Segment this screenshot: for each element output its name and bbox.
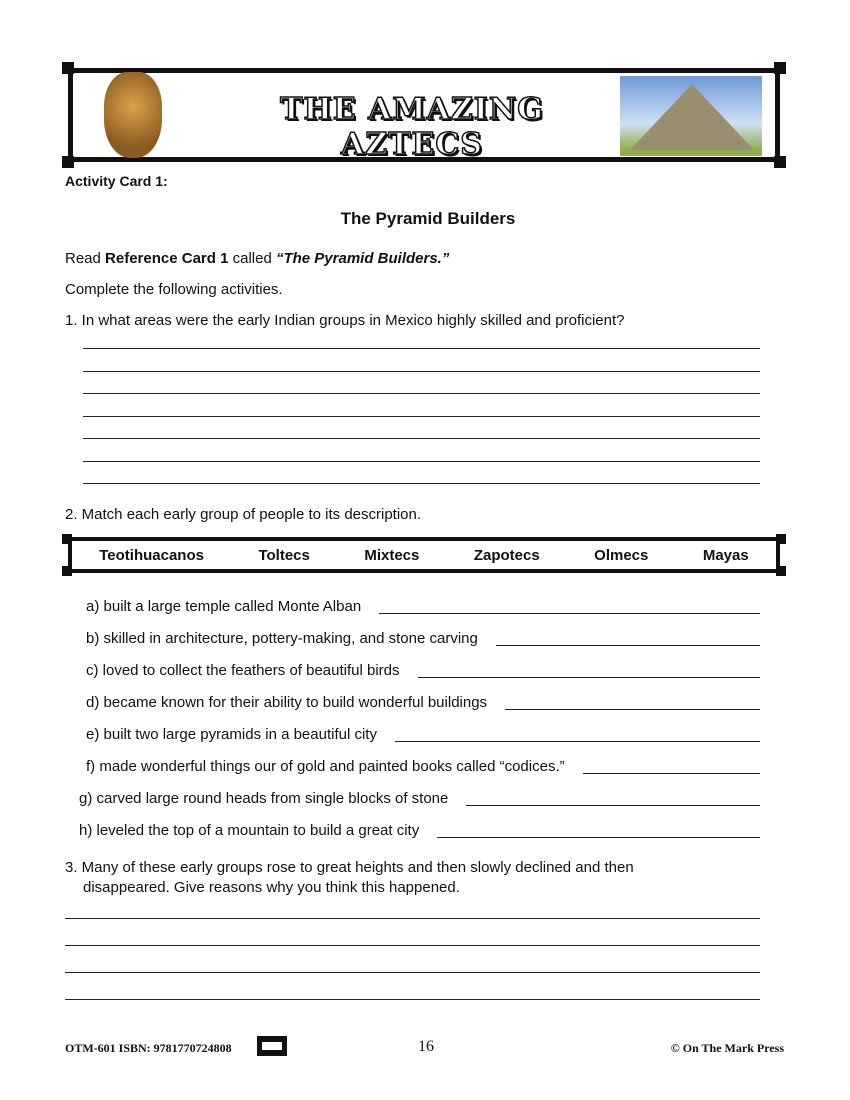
question-2: 2. Match each early group of people to its description. (65, 506, 422, 523)
question-3-line1: 3. Many of these early groups rose to great heights and then slowly declined and then (65, 859, 634, 876)
answer-line[interactable] (83, 483, 760, 484)
match-description: e) built two large pyramids in a beautiful city (86, 726, 377, 743)
match-answer-line[interactable] (418, 677, 760, 678)
answer-line[interactable] (65, 918, 760, 919)
match-answer-line[interactable] (437, 837, 760, 838)
page-number: 16 (418, 1038, 434, 1055)
title-banner (62, 62, 786, 168)
match-answer-line[interactable] (395, 741, 760, 742)
match-description: b) skilled in architecture, pottery-making, and stone carving (86, 630, 478, 647)
aztec-mask-image (104, 72, 162, 158)
match-answer-line[interactable] (466, 805, 760, 806)
page-heading: The Pyramid Builders (340, 209, 516, 228)
match-description: d) became known for their ability to build wonderful buildings (86, 694, 488, 711)
match-answer-line[interactable] (496, 645, 760, 646)
answer-line[interactable] (65, 945, 760, 946)
word-bank (62, 534, 786, 576)
match-answer-line[interactable] (583, 773, 760, 774)
answer-line[interactable] (83, 393, 760, 394)
footer-copyright: © On The Mark Press (670, 1041, 784, 1055)
activity-label: Activity Card 1: (65, 173, 168, 189)
question-1: 1. In what areas were the early Indian groups in Mexico highly skilled and proficient? (65, 312, 625, 329)
answer-line[interactable] (83, 371, 760, 372)
intro-text: Read Reference Card 1 called “The Pyramid Builders.” (65, 250, 450, 267)
word-bank-item: Mixtecs (364, 546, 420, 564)
footer-code: OTM-601 ISBN: 9781770724808 (65, 1041, 232, 1055)
book-icon (257, 1036, 287, 1056)
match-answer-line[interactable] (379, 613, 760, 614)
answer-line[interactable] (83, 416, 760, 417)
answer-line[interactable] (83, 348, 760, 349)
match-description: a) built a large temple called Monte Alban (86, 598, 362, 615)
match-description: c) loved to collect the feathers of beautiful birds (86, 662, 400, 679)
match-description: h) leveled the top of a mountain to build a great city (79, 822, 420, 839)
banner-title: THE AMAZING AZTECS (280, 92, 544, 162)
word-bank-item: Olmecs (594, 546, 649, 564)
answer-line[interactable] (65, 972, 760, 973)
answer-line[interactable] (83, 438, 760, 439)
pyramid-photo (620, 76, 762, 156)
word-bank-item: Zapotecs (473, 546, 540, 564)
answer-line[interactable] (65, 999, 760, 1000)
word-bank-item: Mayas (702, 546, 749, 564)
word-bank-item: Toltecs (258, 546, 310, 564)
match-answer-line[interactable] (505, 709, 760, 710)
answer-line[interactable] (83, 461, 760, 462)
question-3-line2: disappeared. Give reasons why you think this happened. (83, 879, 460, 896)
match-description: g) carved large round heads from single blocks of stone (79, 790, 449, 807)
word-bank-item: Teotihuacanos (99, 546, 204, 564)
instruction: Complete the following activities. (65, 281, 283, 298)
match-description: f) made wonderful things our of gold and painted books called “codices.” (86, 758, 565, 775)
